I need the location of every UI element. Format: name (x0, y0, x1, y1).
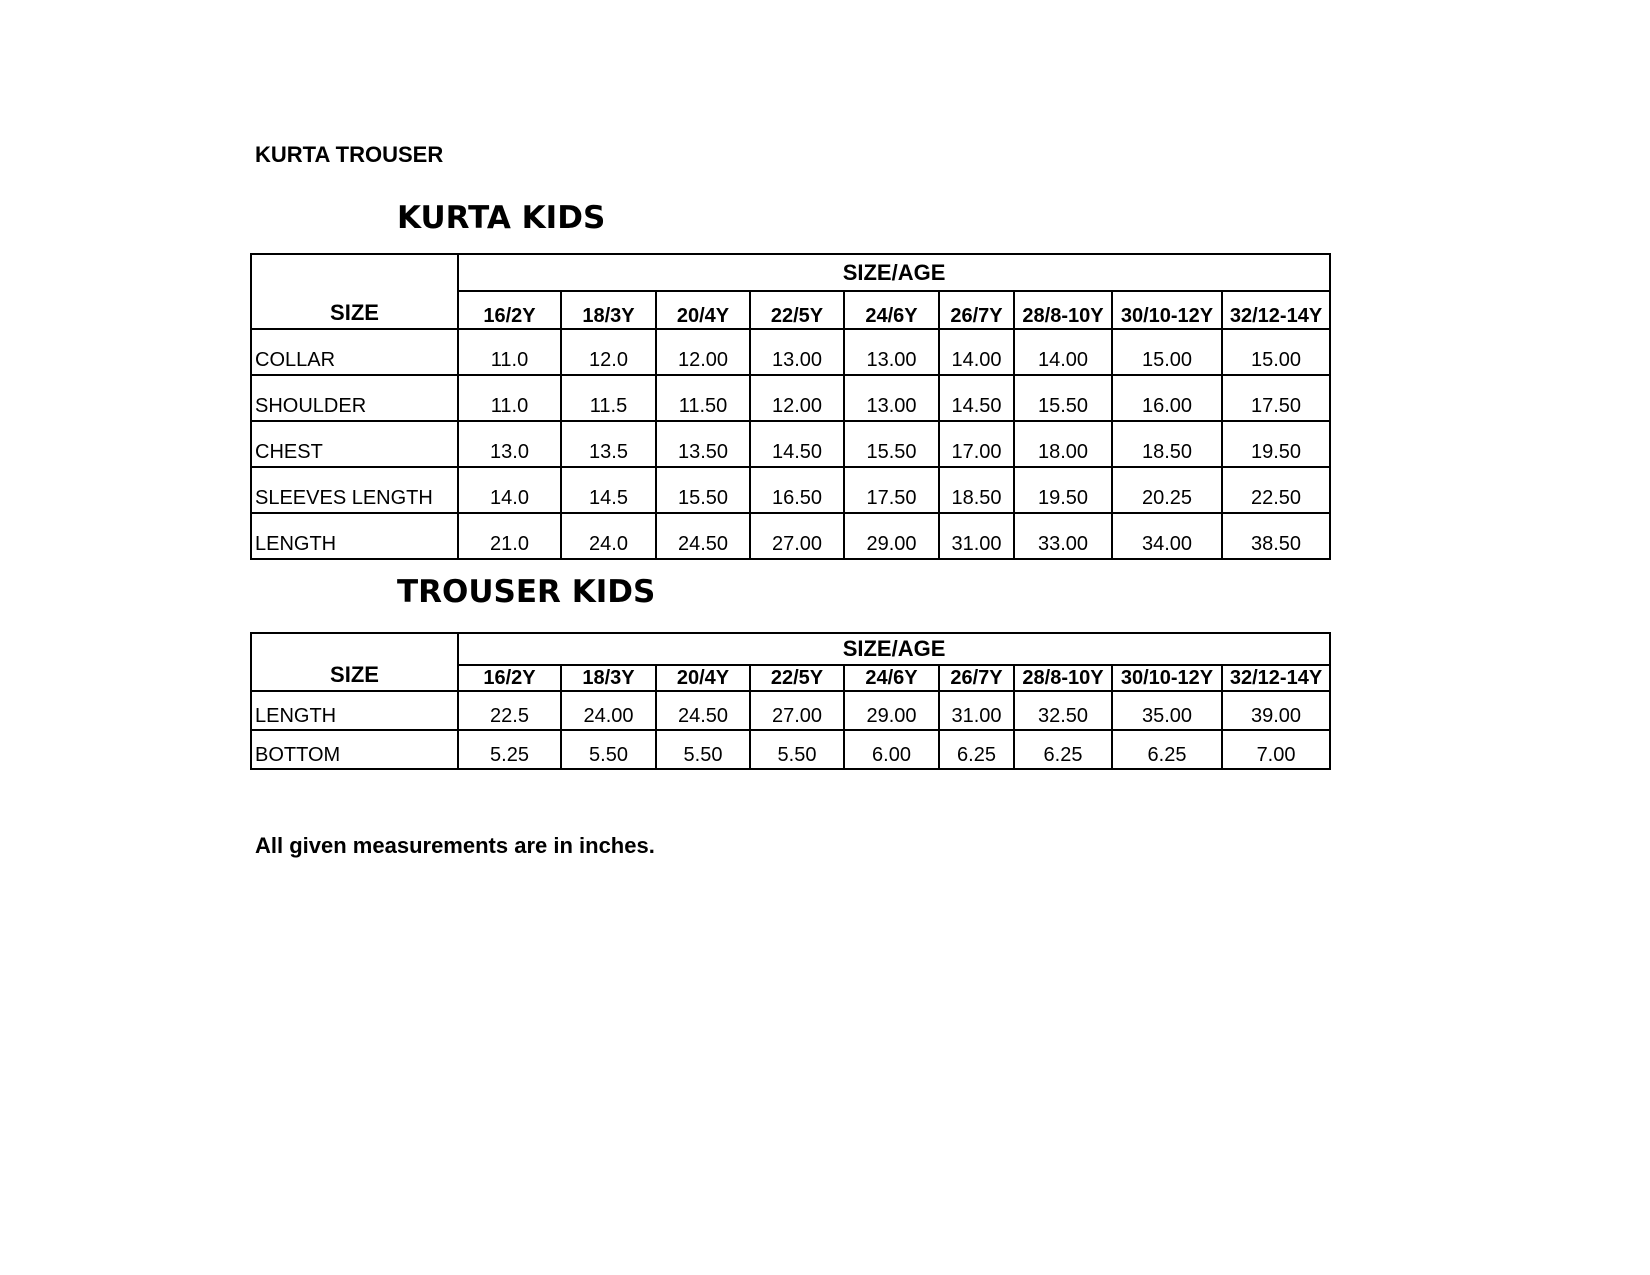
size-column-header: SIZE (251, 633, 458, 691)
row-label: SLEEVES LENGTH (251, 467, 458, 513)
table-cell: 14.50 (939, 375, 1014, 421)
table-cell: 14.00 (939, 329, 1014, 375)
table-cell: 39.00 (1222, 691, 1330, 730)
table-cell: 35.00 (1112, 691, 1222, 730)
table-cell: 20.25 (1112, 467, 1222, 513)
table-cell: 15.00 (1112, 329, 1222, 375)
trouser-section-title: TROUSER KIDS (397, 574, 656, 610)
document-title: KURTA TROUSER (255, 142, 444, 167)
table-cell: 27.00 (750, 691, 844, 730)
trouser-size-table (250, 632, 1331, 770)
table-row (251, 730, 1330, 769)
column-header: 20/4Y (656, 291, 750, 329)
table-cell: 24.0 (561, 513, 656, 559)
column-header: 26/7Y (939, 665, 1014, 691)
table-cell: 15.50 (1014, 375, 1112, 421)
table-cell: 14.50 (750, 421, 844, 467)
size-column-header: SIZE (251, 254, 458, 329)
table-cell: 5.50 (656, 730, 750, 769)
size-age-group-header: SIZE/AGE (458, 254, 1330, 291)
column-header: 30/10-12Y (1112, 291, 1222, 329)
table-cell: 7.00 (1222, 730, 1330, 769)
table-cell: 11.0 (458, 375, 561, 421)
table-cell: 13.50 (656, 421, 750, 467)
size-age-group-header: SIZE/AGE (458, 633, 1330, 665)
kurta-size-table (250, 253, 1331, 560)
table-cell: 15.50 (844, 421, 939, 467)
table-cell: 13.00 (750, 329, 844, 375)
table-cell: 13.0 (458, 421, 561, 467)
table-cell: 11.5 (561, 375, 656, 421)
table-cell: 5.50 (750, 730, 844, 769)
table-cell: 6.25 (939, 730, 1014, 769)
table-cell: 14.5 (561, 467, 656, 513)
table-row (251, 513, 1330, 559)
table-row (251, 691, 1330, 730)
table-cell: 18.00 (1014, 421, 1112, 467)
table-cell: 18.50 (1112, 421, 1222, 467)
table-cell: 15.00 (1222, 329, 1330, 375)
table-cell: 33.00 (1014, 513, 1112, 559)
row-label: BOTTOM (251, 730, 458, 769)
column-header: 16/2Y (458, 291, 561, 329)
table-cell: 24.50 (656, 513, 750, 559)
table-cell: 14.0 (458, 467, 561, 513)
row-label: COLLAR (251, 329, 458, 375)
column-header: 32/12-14Y (1222, 665, 1330, 691)
table-cell: 31.00 (939, 691, 1014, 730)
table-cell: 32.50 (1014, 691, 1112, 730)
table-cell: 19.50 (1014, 467, 1112, 513)
table-cell: 27.00 (750, 513, 844, 559)
column-header: 30/10-12Y (1112, 665, 1222, 691)
table-cell: 12.00 (750, 375, 844, 421)
column-header: 28/8-10Y (1014, 291, 1112, 329)
table-cell: 13.00 (844, 329, 939, 375)
row-label: CHEST (251, 421, 458, 467)
table-cell: 31.00 (939, 513, 1014, 559)
table-cell: 12.00 (656, 329, 750, 375)
column-header: 22/5Y (750, 665, 844, 691)
table-cell: 29.00 (844, 691, 939, 730)
kurta-section-title: KURTA KIDS (397, 200, 606, 236)
table-row (251, 467, 1330, 513)
column-header: 24/6Y (844, 665, 939, 691)
column-header: 22/5Y (750, 291, 844, 329)
table-cell: 13.5 (561, 421, 656, 467)
measurement-footnote: All given measurements are in inches. (255, 833, 655, 858)
table-cell: 22.50 (1222, 467, 1330, 513)
table-cell: 5.50 (561, 730, 656, 769)
table-cell: 29.00 (844, 513, 939, 559)
header-row (251, 254, 1330, 291)
table-cell: 14.00 (1014, 329, 1112, 375)
column-header: 20/4Y (656, 665, 750, 691)
row-label: SHOULDER (251, 375, 458, 421)
table-cell: 6.25 (1112, 730, 1222, 769)
table-cell: 11.50 (656, 375, 750, 421)
table-cell: 18.50 (939, 467, 1014, 513)
column-header: 18/3Y (561, 291, 656, 329)
column-header: 26/7Y (939, 291, 1014, 329)
table-cell: 6.25 (1014, 730, 1112, 769)
row-label: LENGTH (251, 513, 458, 559)
column-header: 28/8-10Y (1014, 665, 1112, 691)
table-cell: 6.00 (844, 730, 939, 769)
table-cell: 16.50 (750, 467, 844, 513)
table-cell: 11.0 (458, 329, 561, 375)
column-header: 32/12-14Y (1222, 291, 1330, 329)
table-cell: 17.50 (844, 467, 939, 513)
table-cell: 5.25 (458, 730, 561, 769)
table-cell: 15.50 (656, 467, 750, 513)
table-cell: 17.50 (1222, 375, 1330, 421)
table-row (251, 375, 1330, 421)
table-row (251, 329, 1330, 375)
table-cell: 17.00 (939, 421, 1014, 467)
table-cell: 16.00 (1112, 375, 1222, 421)
header-row (251, 633, 1330, 665)
table-cell: 13.00 (844, 375, 939, 421)
column-header: 16/2Y (458, 665, 561, 691)
row-label: LENGTH (251, 691, 458, 730)
table-cell: 22.5 (458, 691, 561, 730)
table-cell: 12.0 (561, 329, 656, 375)
table-cell: 34.00 (1112, 513, 1222, 559)
table-cell: 38.50 (1222, 513, 1330, 559)
table-cell: 19.50 (1222, 421, 1330, 467)
table-cell: 24.50 (656, 691, 750, 730)
table-row (251, 421, 1330, 467)
table-cell: 21.0 (458, 513, 561, 559)
column-header: 24/6Y (844, 291, 939, 329)
column-header: 18/3Y (561, 665, 656, 691)
table-cell: 24.00 (561, 691, 656, 730)
